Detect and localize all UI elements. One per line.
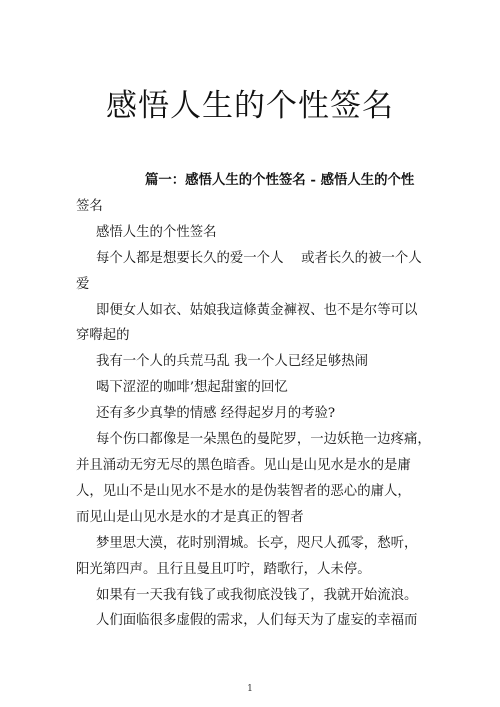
text-line: 篇一：感悟人生的个性签名 - 感悟人生的个性 bbox=[145, 172, 415, 188]
document-body bbox=[76, 168, 436, 634]
text-line: 梦里思大漠，花时别渭城。长亭，咫尺人孤零，愁听， bbox=[96, 535, 418, 551]
text-line: 爱 bbox=[76, 276, 90, 292]
document-title: 感悟人生的个性签名 bbox=[106, 88, 394, 124]
text-line: 阳光第四声。且行且曼且叮咛，踏歌行，人未停。 bbox=[76, 561, 371, 577]
text-line: 每个伤口都像是一朵黑色的曼陀罗，一边妖艳一边疼痛， bbox=[96, 432, 431, 448]
text-line: 而见山是山见水是水的才是真正的智者 bbox=[76, 509, 304, 525]
text-line: 人，见山不是山见水不是水的是伪装智者的恶心的庸人， bbox=[76, 483, 411, 499]
text-line: 人们面临很多虚假的需求，人们每天为了虚妄的幸福而 bbox=[96, 613, 418, 629]
text-line: 如果有一天我有钱了或我彻底没钱了，我就开始流浪。 bbox=[96, 587, 418, 603]
text-line: 我有一个人的兵荒马乱 我一个人已经足够热闹 bbox=[96, 354, 369, 370]
text-line: 并且涌动无穷无尽的黑色暗香。见山是山见水是水的是庸 bbox=[76, 457, 411, 473]
page-number: 1 bbox=[247, 684, 253, 694]
text-line: 穿嘚起的 bbox=[76, 328, 130, 344]
text-line: 签名 bbox=[76, 198, 103, 214]
text-line: 还有多少真挚的情感 经得起岁月的考验? bbox=[96, 406, 336, 422]
text-line: 喝下涩涩的咖啡’想起甜蜜的回忆 bbox=[96, 380, 288, 396]
text-line: 每个人都是想要长久的爱一个人 或者长久的被一个人 bbox=[96, 250, 422, 266]
text-line: 感悟人生的个性签名 bbox=[96, 224, 217, 240]
text-line: 即便女人如衣、姑娘我這條黃金褲衩、也不是尔等可以 bbox=[96, 302, 418, 318]
